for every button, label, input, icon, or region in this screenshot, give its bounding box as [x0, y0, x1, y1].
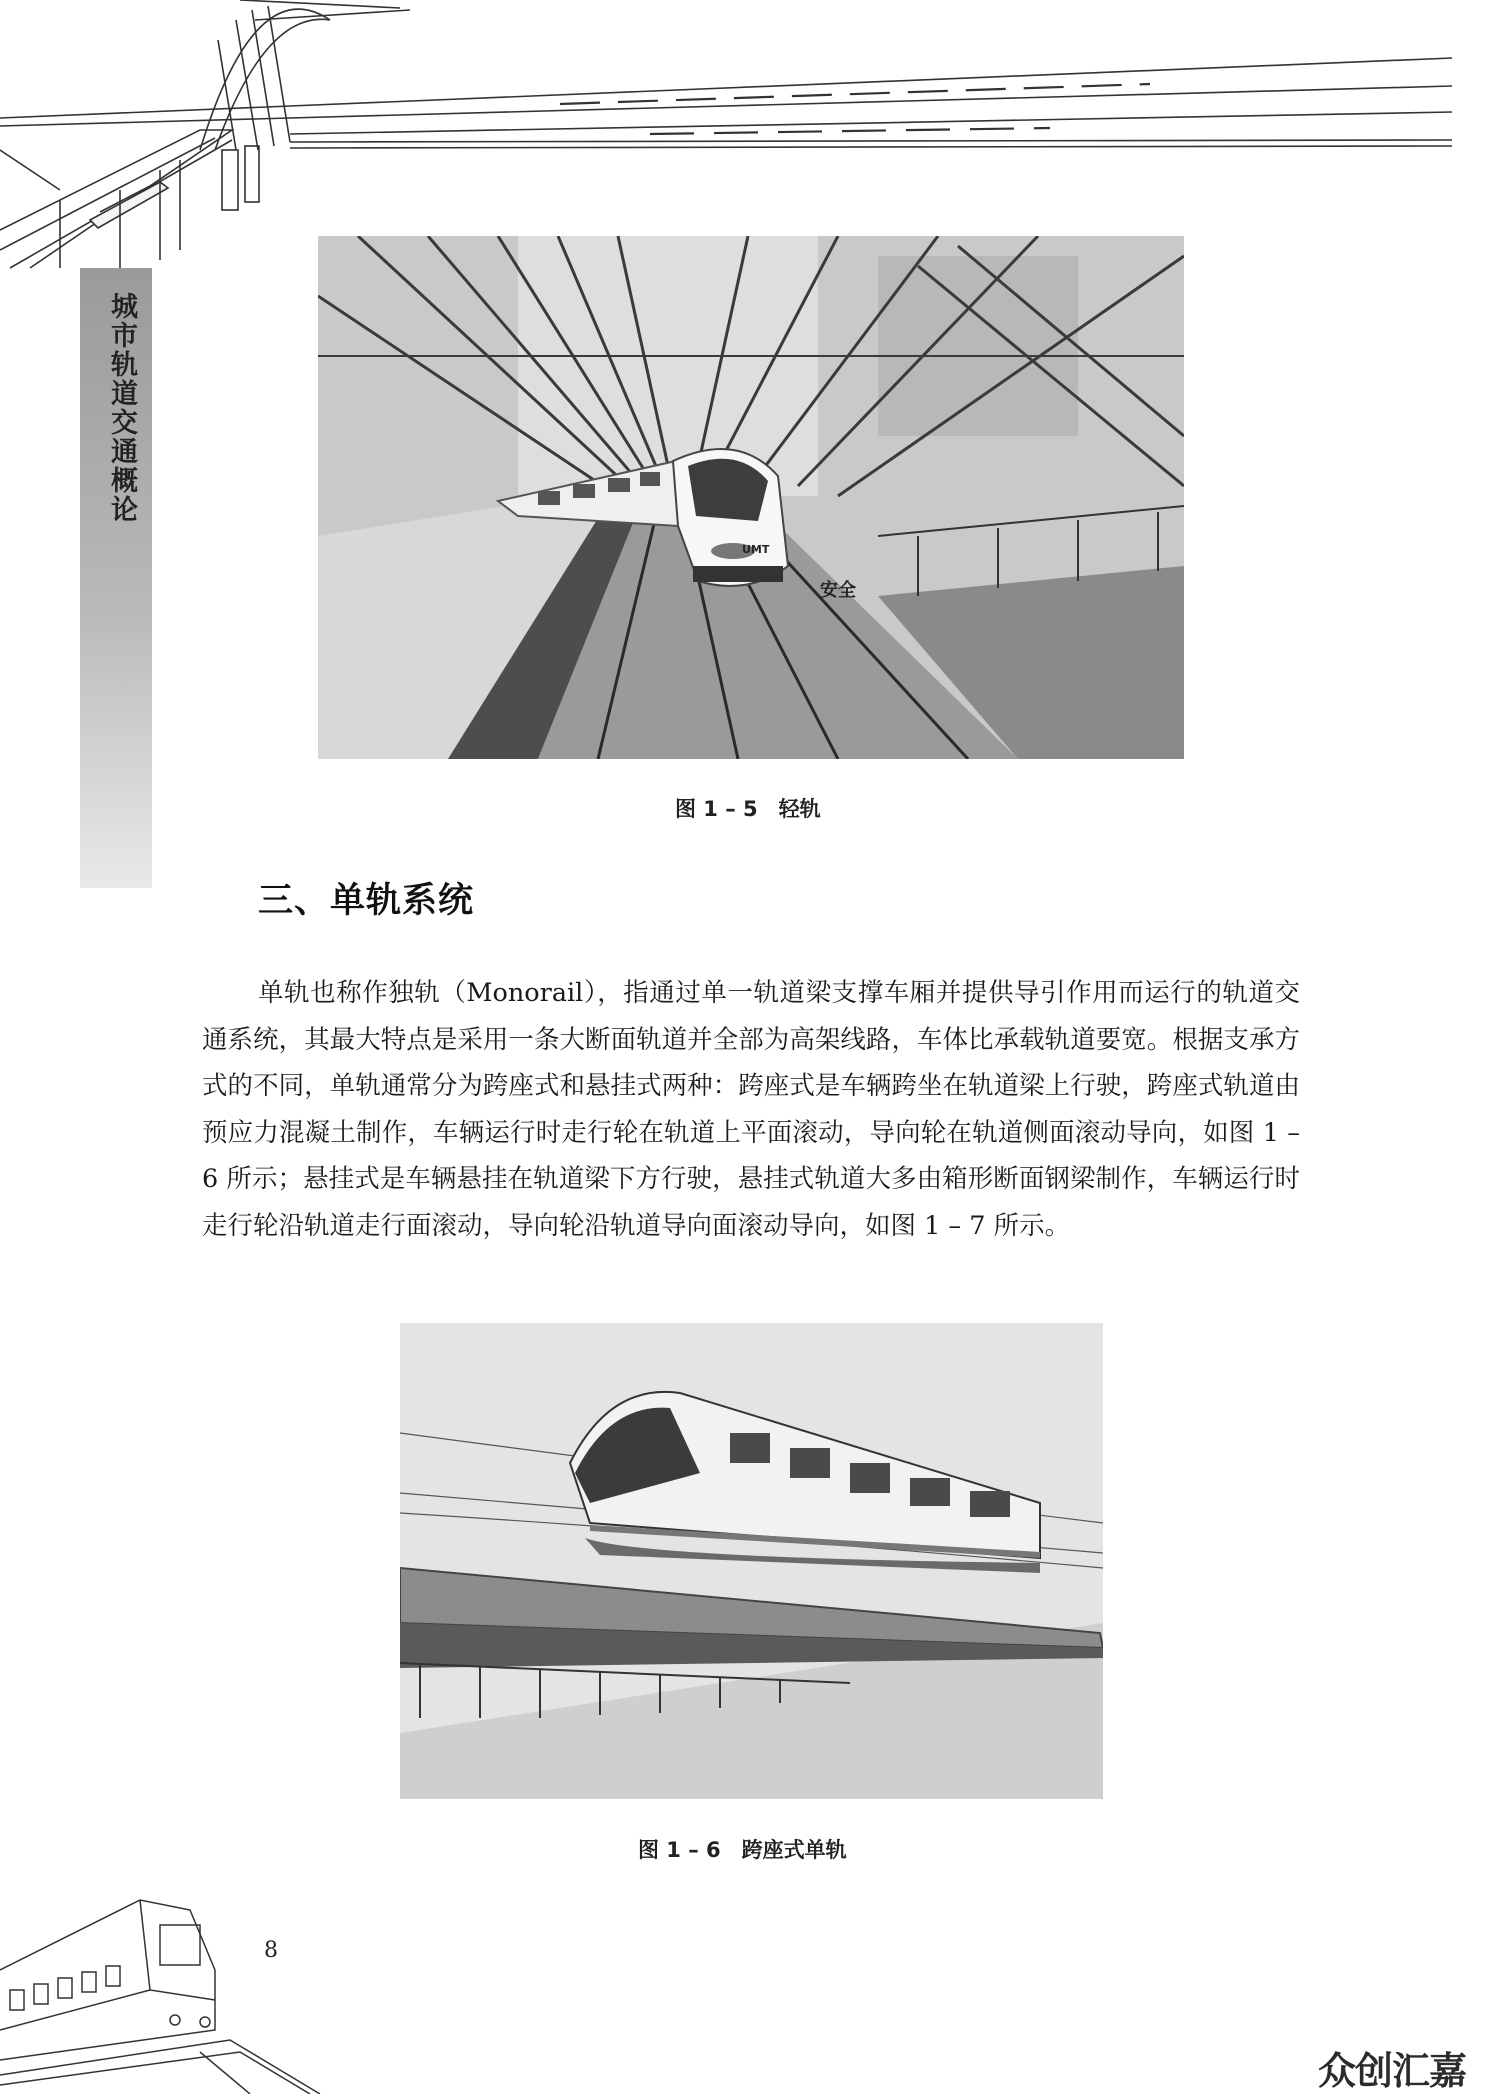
figure-caption-1-6: 图 1 – 6 跨座式单轨 [638, 1838, 847, 1862]
body-paragraph: 单轨也称作独轨（Monorail），指通过单一轨道梁支撑车厢并提供导引作用而运行的轨道交通系统，其最大特点是采用一条大断面轨道并全部为高架线路，车体比承载轨道要宽。根据支承方式的不同，单轨通常分为跨座式和悬挂式两种：跨座式是车辆跨坐在轨道梁上行驶，跨座式轨道由预应力混凝土制作，车辆运行时走行轮在轨道上平面滚动，导向轮在轨道侧面滚动导向，如图 1 – 6 所示；悬挂式是车辆悬挂在轨道梁下方行驶，悬挂式轨道大多由箱形断面钢梁制作，车辆运行时走行轮沿轨道走行面滚动，导向轮沿轨道导向面滚动导向，如图 1 – 7 所示。 [202, 978, 1300, 1241]
section-heading: 三、单轨系统 [258, 881, 475, 921]
light-rail-photo [318, 236, 1184, 759]
monorail-photo [400, 1323, 1103, 1799]
page-number: 8 [264, 1938, 278, 1963]
train-badge: UMT [742, 543, 770, 556]
watermark-text: 众创汇嘉 [1318, 2049, 1467, 2093]
footer-train-illustration [0, 1880, 330, 2094]
chapter-side-title: 城市轨道交通概论 [106, 292, 137, 524]
figure-caption-1-5: 图 1 – 5 轻轨 [675, 797, 821, 821]
platform-safety-sign: 安全 [820, 580, 856, 601]
